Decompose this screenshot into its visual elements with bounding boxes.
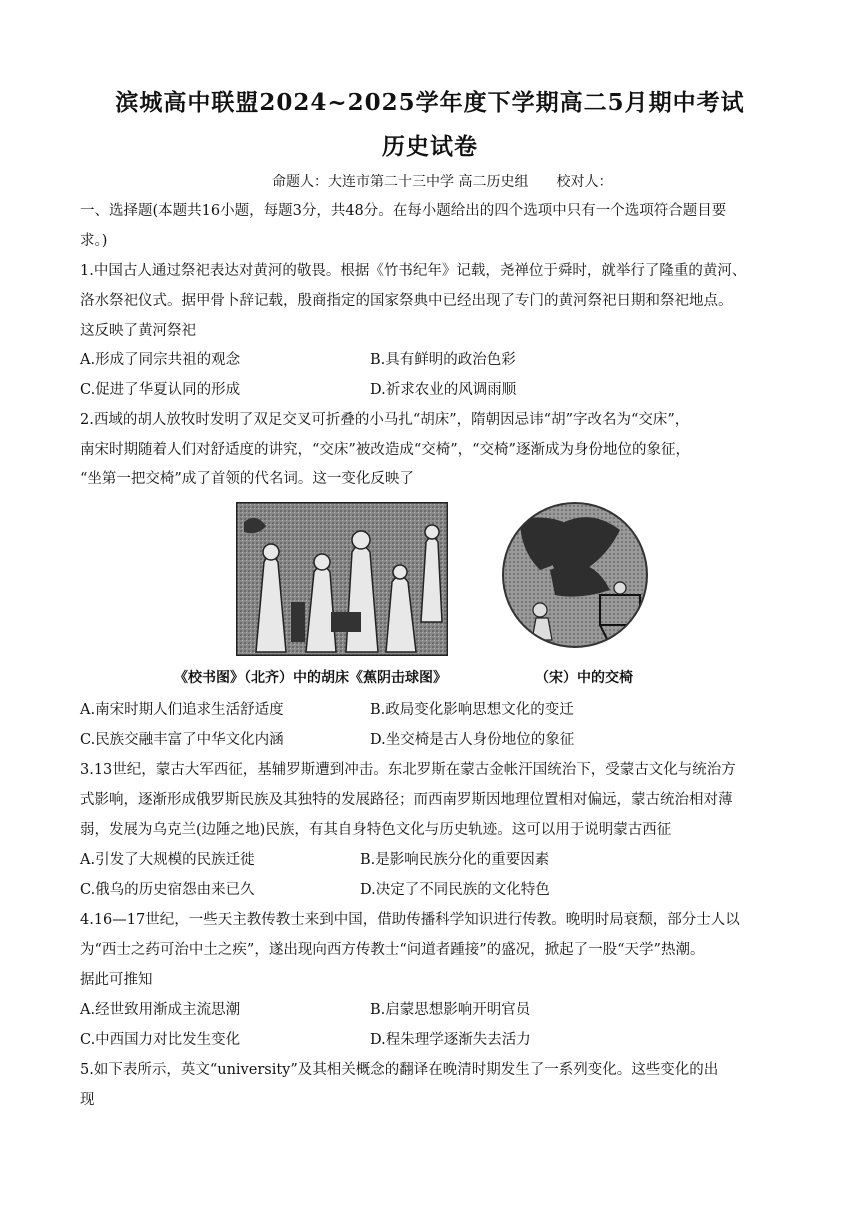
question-4-option-c: C.中西国力对比发生变化	[80, 1032, 241, 1048]
question-3-line-1: 3.13世纪，蒙古大军西征，基辅罗斯遭到冲击。东北罗斯在蒙古金帐汗国统治下，受蒙古文化与统治方	[80, 762, 736, 778]
question-3-option-a: A.引发了大规模的民族迁徙	[80, 852, 255, 868]
question-4-line-1: 4.16—17世纪，一些天主教传教士来到中国，借助传播科学知识进行传教。晚明时局衰颓，部分士人以	[80, 912, 740, 928]
section-heading-line-1: 一、选择题(本题共16小题，每题3分，共48分。在每小题给出的四个选项中只有一个选项符合题目要	[80, 203, 727, 219]
question-4-line-2: 为“西士之药可治中土之疾”，遂出现向西方传教士“问道者踵接”的盛况，掀起了一股“天学”热潮。	[80, 942, 705, 958]
question-4-line-3: 据此可推知	[80, 972, 153, 988]
jiaoshu-painting-figure	[236, 502, 448, 656]
question-1-option-d: D.祈求农业的风调雨顺	[370, 382, 517, 398]
question-2-option-c: C.民族交融丰富了中华文化内涵	[80, 732, 284, 748]
exam-subtitle: 历史试卷	[382, 133, 478, 160]
question-2-option-a: A.南宋时期人们追求生活舒适度	[80, 702, 284, 718]
question-2-line-3: “坐第一把交椅”成了首领的代名词。这一变化反映了	[80, 471, 414, 487]
jiaoyin-jiqiu-painting-figure	[500, 500, 650, 650]
question-3-option-d: D.决定了不同民族的文化特色	[360, 882, 550, 898]
question-3-option-c: C.俄乌的历史宿怨由来已久	[80, 882, 255, 898]
question-3-option-b: B.是影响民族分化的重要因素	[360, 852, 550, 868]
question-1-option-a: A.形成了同宗共祖的观念	[80, 352, 241, 368]
question-3-line-3: 弱，发展为乌克兰(边陲之地)民族，有其自身特色文化与历史轨迹。这可以用于说明蒙古西征	[80, 822, 672, 838]
question-2-option-d: D.坐交椅是古人身份地位的象征	[370, 732, 575, 748]
question-1-line-3: 这反映了黄河祭祀	[80, 323, 196, 339]
question-4-option-b: B.启蒙思想影响开明官员	[370, 1002, 531, 1018]
question-4-option-d: D.程朱理学逐渐失去活力	[370, 1032, 531, 1048]
question-2-line-2: 南宋时期随着人们对舒适度的讲究，“交床”被改造成“交椅”，“交椅”逐渐成为身份地位的象征，	[80, 442, 690, 458]
question-1-line-1: 1.中国古人通过祭祀表达对黄河的敬畏。根据《竹书纪年》记载，尧禅位于舜时，就举行了隆重的黄河、	[80, 263, 747, 279]
question-2-line-1: 2.西域的胡人放牧时发明了双足交叉可折叠的小马扎“胡床”，隋朝因忌讳“胡”字改名为“交床”，	[80, 412, 690, 428]
exam-title: 滨城高中联盟2024~2025学年度下学期高二5月期中考试	[115, 89, 745, 116]
question-2-option-b: B.政局变化影响思想文化的变迁	[370, 702, 574, 718]
question-1-line-2: 洛水祭祀仪式。据甲骨卜辞记载，殷商指定的国家祭典中已经出现了专门的黄河祭祀日期和祭祀地点。	[80, 293, 733, 309]
figure-caption-left: 《校书图》（北齐）中的胡床《蕉阴击球图》	[174, 670, 447, 686]
question-5-line-1: 5.如下表所示，英文“university”及其相关概念的翻译在晚清时期发生了一系列变化。这些变化的出	[80, 1062, 719, 1078]
question-1-option-b: B.具有鲜明的政治色彩	[370, 352, 516, 368]
question-3-line-2: 式影响，逐渐形成俄罗斯民族及其独特的发展路径；而西南罗斯因地理位置相对偏远，蒙古统治相对薄	[80, 792, 733, 808]
question-1-option-c: C.促进了华夏认同的形成	[80, 382, 241, 398]
question-4-option-a: A.经世致用渐成主流思潮	[80, 1002, 241, 1018]
section-heading-line-2: 求。)	[80, 233, 108, 249]
question-5-line-2: 现	[80, 1092, 95, 1108]
author-line: 命题人：大连市第二十三中学 高二历史组 校对人：	[272, 174, 613, 190]
figure-caption-right: （宋）中的交椅	[535, 670, 633, 686]
